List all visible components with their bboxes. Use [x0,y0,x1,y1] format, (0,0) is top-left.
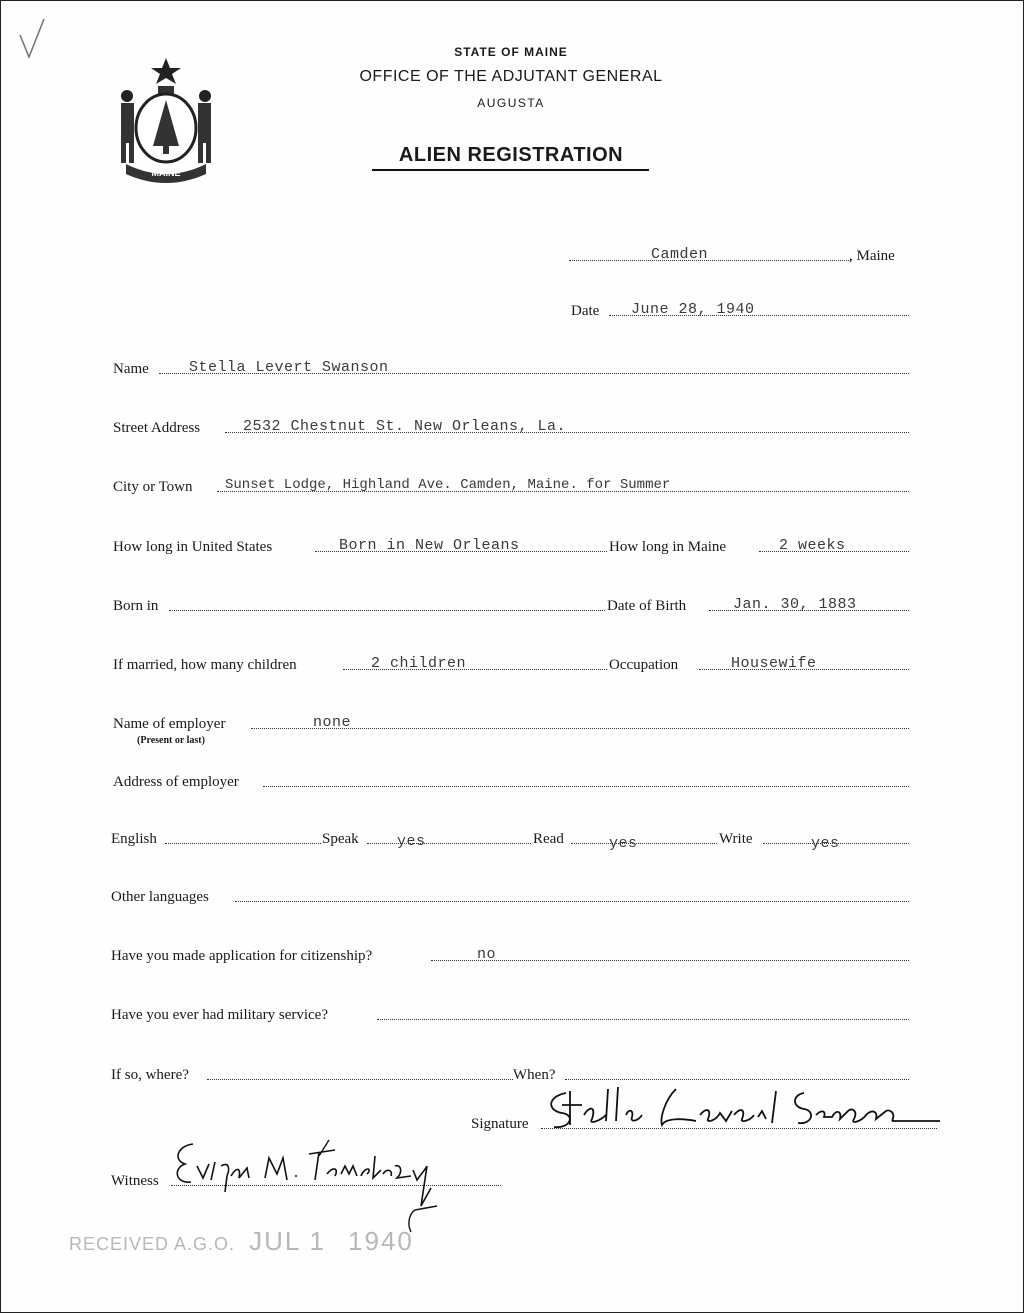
english-row [111,831,911,855]
when-label: When? [513,1067,556,1083]
employer-sublabel: (Present or last) [137,735,205,746]
read-value: yes [609,835,638,852]
title-underline [372,169,649,171]
street-row [113,420,911,444]
signature-image [536,1081,946,1141]
town-row [569,248,914,272]
born-in-label: Born in [113,598,159,614]
how-long-us-label: How long in United States [113,539,273,555]
residence-row [113,539,911,563]
occupation-label: Occupation [609,657,679,673]
how-long-maine-label: How long in Maine [609,539,727,555]
citizenship-label: Have you made application for citizenship? [111,948,373,964]
military-row [111,1007,911,1031]
town-value: Camden [651,246,709,263]
employer-label: Name of employer [113,716,226,732]
write-value: yes [811,835,840,852]
dob-value: Jan. 30, 1883 [733,596,857,613]
where-label: If so, where? [111,1067,189,1083]
date-value: June 28, 1940 [631,301,755,318]
children-value: 2 children [371,655,467,672]
occupation-value: Housewife [731,655,817,672]
office-heading: OFFICE OF THE ADJUTANT GENERAL [359,68,663,85]
name-row [113,361,911,385]
employer-address-row [113,774,911,798]
employer-address-label: Address of employer [113,774,239,790]
city-heading: AUGUSTA [477,96,545,110]
birth-row [113,598,911,622]
date-row [571,303,911,327]
street-label: Street Address [113,420,201,436]
employer-value: none [313,714,352,731]
read-label: Read [533,831,564,847]
witness-signature-image [169,1136,469,1236]
speak-value: yes [397,833,426,850]
town-suffix: , Maine [849,248,895,264]
write-label: Write [719,831,753,847]
signature-label: Signature [471,1116,529,1132]
received-stamp [69,1226,414,1257]
name-value: Stella Levert Swanson [189,359,389,376]
languages-label: Other languages [111,889,209,905]
english-label: English [111,831,157,847]
dob-label: Date of Birth [607,598,687,614]
how-long-maine-value: 2 weeks [779,537,846,554]
city-row [113,479,911,503]
stamp-text: RECEIVED A.G.O. [69,1234,236,1254]
languages-row [111,889,911,913]
name-label: Name [113,361,149,377]
state-heading: STATE OF MAINE [454,45,568,59]
stamp-year: 1940 [348,1226,414,1256]
city-value: Sunset Lodge, Highland Ave. Camden, Maine. for Summer [225,477,671,493]
city-label: City or Town [113,479,193,495]
employer-row [113,716,911,740]
witness-label: Witness [111,1173,159,1189]
stamp-date: JUL 1 [249,1226,327,1256]
children-label: If married, how many children [113,657,297,673]
family-row [113,657,911,681]
form-title: ALIEN REGISTRATION [398,144,624,166]
citizenship-value: no [477,946,497,963]
speak-label: Speak [322,831,359,847]
street-value: 2532 Chestnut St. New Orleans, La. [243,418,567,435]
military-label: Have you ever had military service? [111,1007,328,1023]
citizenship-row [111,948,911,972]
how-long-us-value: Born in New Orleans [339,537,520,554]
date-label: Date [571,303,600,319]
seal-label: MAINE [151,168,181,178]
